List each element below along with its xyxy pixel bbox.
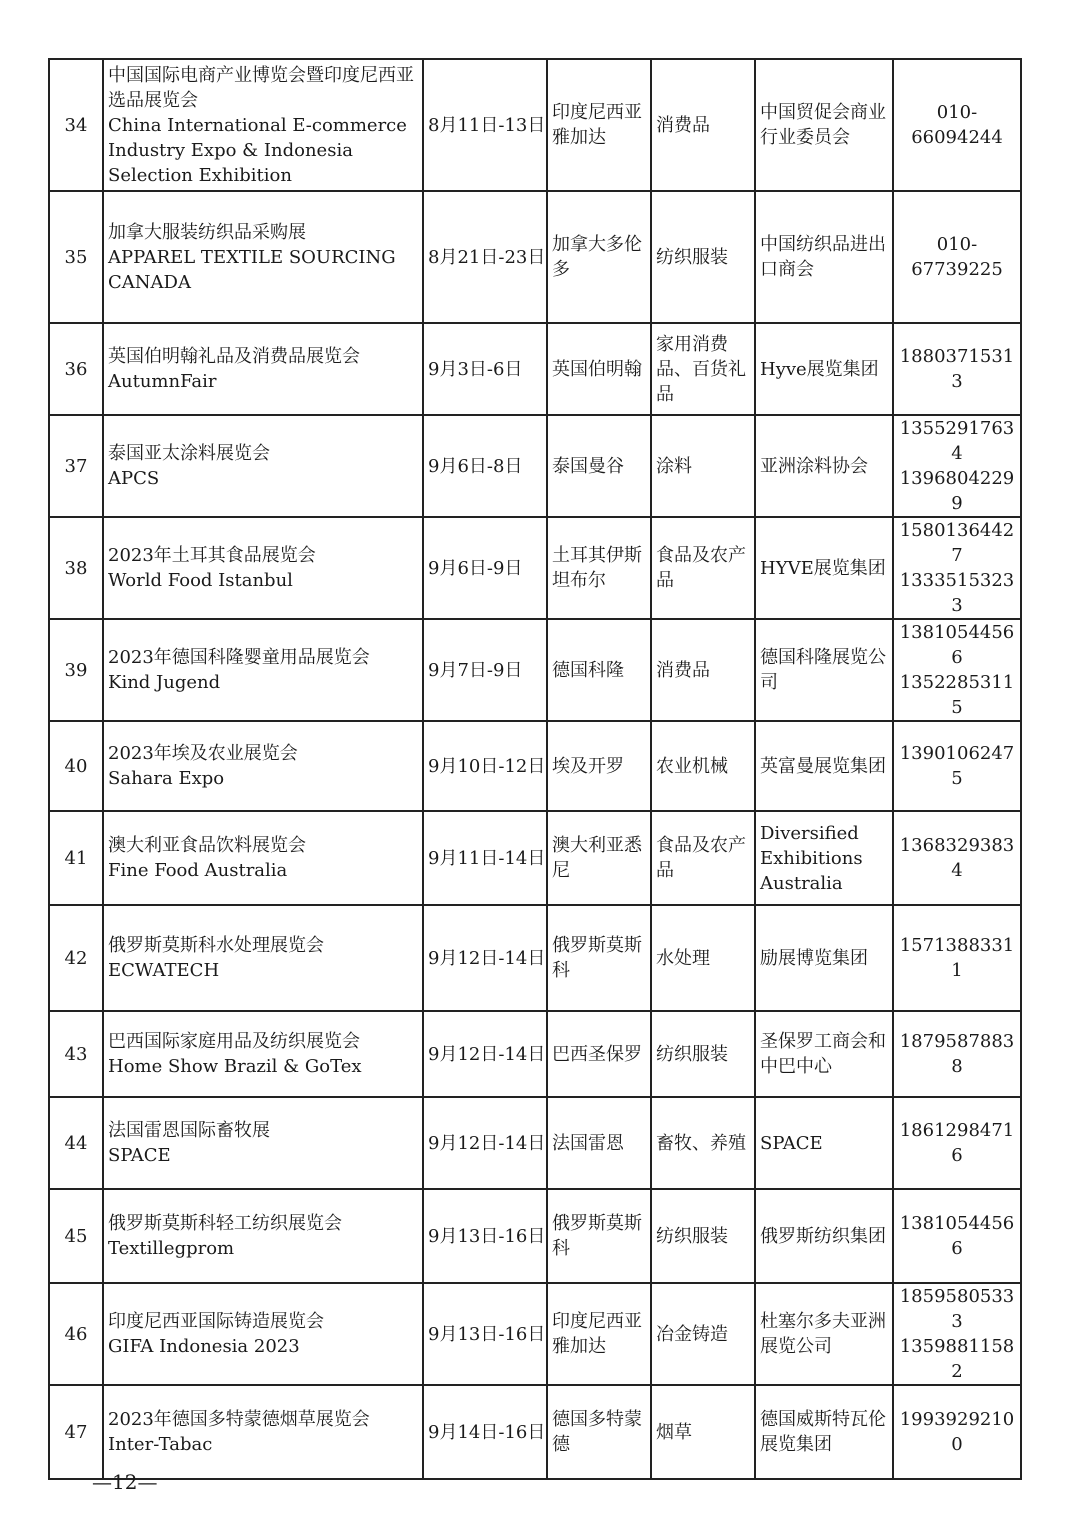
- contact-phone: 13522853115: [899, 672, 1015, 718]
- row-number: 39: [49, 619, 103, 721]
- contact-phone: 15801364427: [899, 520, 1015, 566]
- table-row: [49, 1283, 1021, 1385]
- exhibition-date: 9月13日-16日: [423, 1283, 547, 1385]
- exhibition-name-en: GIFA Indonesia 2023: [108, 1336, 300, 1357]
- contact-phone: 13810544566: [899, 622, 1015, 668]
- exhibition-organizer: 杜塞尔多夫亚洲展览公司: [755, 1283, 893, 1385]
- row-number: 47: [49, 1385, 103, 1479]
- contact-phone-cell: [893, 323, 1021, 415]
- exhibition-date: 9月12日-14日: [423, 1011, 547, 1097]
- exhibition-name-cell: [103, 517, 423, 619]
- exhibition-organizer: 德国威斯特瓦伦展览集团: [755, 1385, 893, 1479]
- exhibition-category: 食品及农产品: [651, 517, 755, 619]
- contact-phone: 13810544566: [899, 1213, 1015, 1259]
- row-number: 45: [49, 1189, 103, 1283]
- exhibition-date: 9月6日-8日: [423, 415, 547, 517]
- contact-phone-cell: [893, 191, 1021, 323]
- contact-phone: 13335153233: [899, 570, 1015, 616]
- exhibition-date: 8月21日-23日: [423, 191, 547, 323]
- exhibition-date: 9月7日-9日: [423, 619, 547, 721]
- exhibition-organizer: HYVE展览集团: [755, 517, 893, 619]
- table-row: [49, 1011, 1021, 1097]
- exhibition-name-en: Textillegprom: [108, 1238, 235, 1259]
- contact-phone: 15713883311: [899, 935, 1015, 981]
- table-row: [49, 517, 1021, 619]
- exhibition-location: 澳大利亚悉尼: [547, 811, 651, 905]
- contact-phone-cell: [893, 1283, 1021, 1385]
- exhibition-location: 俄罗斯莫斯科: [547, 1189, 651, 1283]
- exhibition-organizer: 励展博览集团: [755, 905, 893, 1011]
- contact-phone: 010-67739225: [911, 234, 1003, 280]
- exhibition-location: 印度尼西亚雅加达: [547, 59, 651, 191]
- exhibition-name-en: Kind Jugend: [108, 672, 221, 693]
- contact-phone: 18803715313: [899, 346, 1015, 392]
- contact-phone-cell: [893, 1189, 1021, 1283]
- table-row: [49, 905, 1021, 1011]
- row-number: 35: [49, 191, 103, 323]
- contact-phone: 13901062475: [899, 743, 1015, 789]
- exhibition-name-cell: [103, 59, 423, 191]
- exhibition-category: 烟草: [651, 1385, 755, 1479]
- row-number: 42: [49, 905, 103, 1011]
- exhibition-organizer: Hyve展览集团: [755, 323, 893, 415]
- exhibition-table: [48, 58, 1022, 1480]
- exhibition-name-cn: 巴西国际家庭用品及纺织展览会: [108, 1031, 360, 1052]
- exhibition-name-en: Home Show Brazil & GoTex: [108, 1056, 362, 1077]
- exhibition-name-en: World Food Istanbul: [108, 570, 293, 591]
- exhibition-organizer: 中国贸促会商业行业委员会: [755, 59, 893, 191]
- exhibition-location: 加拿大多伦多: [547, 191, 651, 323]
- exhibition-name-cn: 英国伯明翰礼品及消费品展览会: [108, 346, 360, 367]
- contact-phone-cell: [893, 905, 1021, 1011]
- exhibition-date: 9月13日-16日: [423, 1189, 547, 1283]
- exhibition-name-cn: 2023年埃及农业展览会: [108, 743, 298, 764]
- contact-phone-cell: [893, 517, 1021, 619]
- exhibition-name-cell: [103, 415, 423, 517]
- exhibition-category: 纺织服装: [651, 191, 755, 323]
- exhibition-name-cn: 法国雷恩国际畜牧展: [108, 1120, 270, 1141]
- row-number: 37: [49, 415, 103, 517]
- exhibition-date: 9月12日-14日: [423, 1097, 547, 1189]
- exhibition-name-en: Fine Food Australia: [108, 860, 288, 881]
- exhibition-name-cell: [103, 1189, 423, 1283]
- exhibition-name-cn: 澳大利亚食品饮料展览会: [108, 835, 306, 856]
- exhibition-date: 8月11日-13日: [423, 59, 547, 191]
- exhibition-name-cell: [103, 1097, 423, 1189]
- exhibition-date: 9月14日-16日: [423, 1385, 547, 1479]
- row-number: 43: [49, 1011, 103, 1097]
- exhibition-name-cell: [103, 1011, 423, 1097]
- exhibition-name-en: SPACE: [108, 1145, 171, 1166]
- exhibition-category: 冶金铸造: [651, 1283, 755, 1385]
- exhibition-category: 纺织服装: [651, 1011, 755, 1097]
- table-row: [49, 1097, 1021, 1189]
- exhibition-category: 水处理: [651, 905, 755, 1011]
- exhibition-organizer: 中国纺织品进出口商会: [755, 191, 893, 323]
- exhibition-name-cn: 2023年德国多特蒙德烟草展览会: [108, 1409, 370, 1430]
- exhibition-organizer: Diversified Exhibitions Australia: [755, 811, 893, 905]
- exhibition-name-cn: 加拿大服装纺织品采购展: [108, 221, 306, 243]
- exhibition-name-cell: [103, 1283, 423, 1385]
- exhibition-name-cn: 泰国亚太涂料展览会: [108, 443, 270, 464]
- contact-phone: 19939292100: [899, 1409, 1015, 1455]
- exhibition-date: 9月11日-14日: [423, 811, 547, 905]
- page-number: —12—: [92, 1470, 158, 1494]
- exhibition-organizer: SPACE: [755, 1097, 893, 1189]
- exhibition-location: 俄罗斯莫斯科: [547, 905, 651, 1011]
- table-row: [49, 721, 1021, 811]
- exhibition-category: 消费品: [651, 619, 755, 721]
- exhibition-name-en: APCS: [108, 468, 160, 489]
- exhibition-name-cell: [103, 721, 423, 811]
- exhibition-location: 德国科隆: [547, 619, 651, 721]
- table-row: [49, 1385, 1021, 1479]
- table-row: [49, 619, 1021, 721]
- exhibition-location: 法国雷恩: [547, 1097, 651, 1189]
- exhibition-location: 巴西圣保罗: [547, 1011, 651, 1097]
- contact-phone: 13968042299: [899, 468, 1015, 514]
- exhibition-name-cell: [103, 811, 423, 905]
- exhibition-name-cell: [103, 905, 423, 1011]
- exhibition-name-cn: 印度尼西亚国际铸造展览会: [108, 1311, 324, 1332]
- exhibition-category: 纺织服装: [651, 1189, 755, 1283]
- exhibition-location: 德国多特蒙德: [547, 1385, 651, 1479]
- exhibition-organizer: 俄罗斯纺织集团: [755, 1189, 893, 1283]
- exhibition-organizer: 圣保罗工商会和中巴中心: [755, 1011, 893, 1097]
- table-row: [49, 191, 1021, 323]
- exhibition-name-cn: 俄罗斯莫斯科水处理展览会: [108, 935, 324, 956]
- exhibition-name-cell: [103, 619, 423, 721]
- exhibition-name-cell: [103, 1385, 423, 1479]
- table-body: [49, 59, 1021, 1479]
- table-row: [49, 323, 1021, 415]
- exhibition-name-en: APPAREL TEXTILE SOURCING CANADA: [108, 246, 396, 293]
- exhibition-location: 泰国曼谷: [547, 415, 651, 517]
- exhibition-name-en: China International E-commerce Industry Expo & Indonesia Selection Exhibition: [108, 114, 407, 186]
- exhibition-name-en: ECWATECH: [108, 960, 220, 981]
- exhibition-category: 食品及农产品: [651, 811, 755, 905]
- contact-phone: 18612984716: [899, 1120, 1015, 1166]
- exhibition-location: 埃及开罗: [547, 721, 651, 811]
- exhibition-organizer: 亚洲涂料协会: [755, 415, 893, 517]
- contact-phone-cell: [893, 1097, 1021, 1189]
- contact-phone-cell: [893, 811, 1021, 905]
- exhibition-name-en: AutumnFair: [108, 371, 217, 392]
- exhibition-location: 英国伯明翰: [547, 323, 651, 415]
- exhibition-date: 9月3日-6日: [423, 323, 547, 415]
- exhibition-name-cn: 2023年德国科隆婴童用品展览会: [108, 647, 370, 668]
- exhibition-organizer: 英富曼展览集团: [755, 721, 893, 811]
- contact-phone-cell: [893, 1385, 1021, 1479]
- exhibition-location: 土耳其伊斯坦布尔: [547, 517, 651, 619]
- contact-phone-cell: [893, 619, 1021, 721]
- exhibition-name-cn: 2023年土耳其食品展览会: [108, 545, 316, 566]
- row-number: 41: [49, 811, 103, 905]
- table-row: [49, 59, 1021, 191]
- row-number: 38: [49, 517, 103, 619]
- row-number: 46: [49, 1283, 103, 1385]
- table-row: [49, 811, 1021, 905]
- exhibition-name-cn: 俄罗斯莫斯科轻工纺织展览会: [108, 1213, 342, 1234]
- exhibition-category: 家用消费品、百货礼品: [651, 323, 755, 415]
- exhibition-name-cn: 中国国际电商产业博览会暨印度尼西亚选品展览会: [108, 64, 414, 111]
- exhibition-date: 9月6日-9日: [423, 517, 547, 619]
- contact-phone-cell: [893, 1011, 1021, 1097]
- table-row: [49, 1189, 1021, 1283]
- exhibition-location: 印度尼西亚雅加达: [547, 1283, 651, 1385]
- exhibition-organizer: 德国科隆展览公司: [755, 619, 893, 721]
- exhibition-name-en: Inter-Tabac: [108, 1434, 213, 1455]
- exhibition-category: 消费品: [651, 59, 755, 191]
- row-number: 44: [49, 1097, 103, 1189]
- row-number: 36: [49, 323, 103, 415]
- contact-phone: 13552917634: [899, 418, 1015, 464]
- exhibition-date: 9月10日-12日: [423, 721, 547, 811]
- exhibition-category: 畜牧、养殖: [651, 1097, 755, 1189]
- contact-phone: 13598811582: [899, 1336, 1015, 1382]
- contact-phone-cell: [893, 721, 1021, 811]
- contact-phone-cell: [893, 59, 1021, 191]
- exhibition-date: 9月12日-14日: [423, 905, 547, 1011]
- contact-phone: 18595805333: [899, 1286, 1015, 1332]
- row-number: 40: [49, 721, 103, 811]
- exhibition-name-cell: [103, 191, 423, 323]
- exhibition-name-cell: [103, 323, 423, 415]
- exhibition-name-en: Sahara Expo: [108, 768, 225, 789]
- exhibition-category: 农业机械: [651, 721, 755, 811]
- exhibition-category: 涂料: [651, 415, 755, 517]
- contact-phone: 010-66094244: [911, 102, 1003, 148]
- row-number: 34: [49, 59, 103, 191]
- contact-phone: 13683293834: [899, 835, 1015, 881]
- contact-phone-cell: [893, 415, 1021, 517]
- table-row: [49, 415, 1021, 517]
- contact-phone: 18795878838: [899, 1031, 1015, 1077]
